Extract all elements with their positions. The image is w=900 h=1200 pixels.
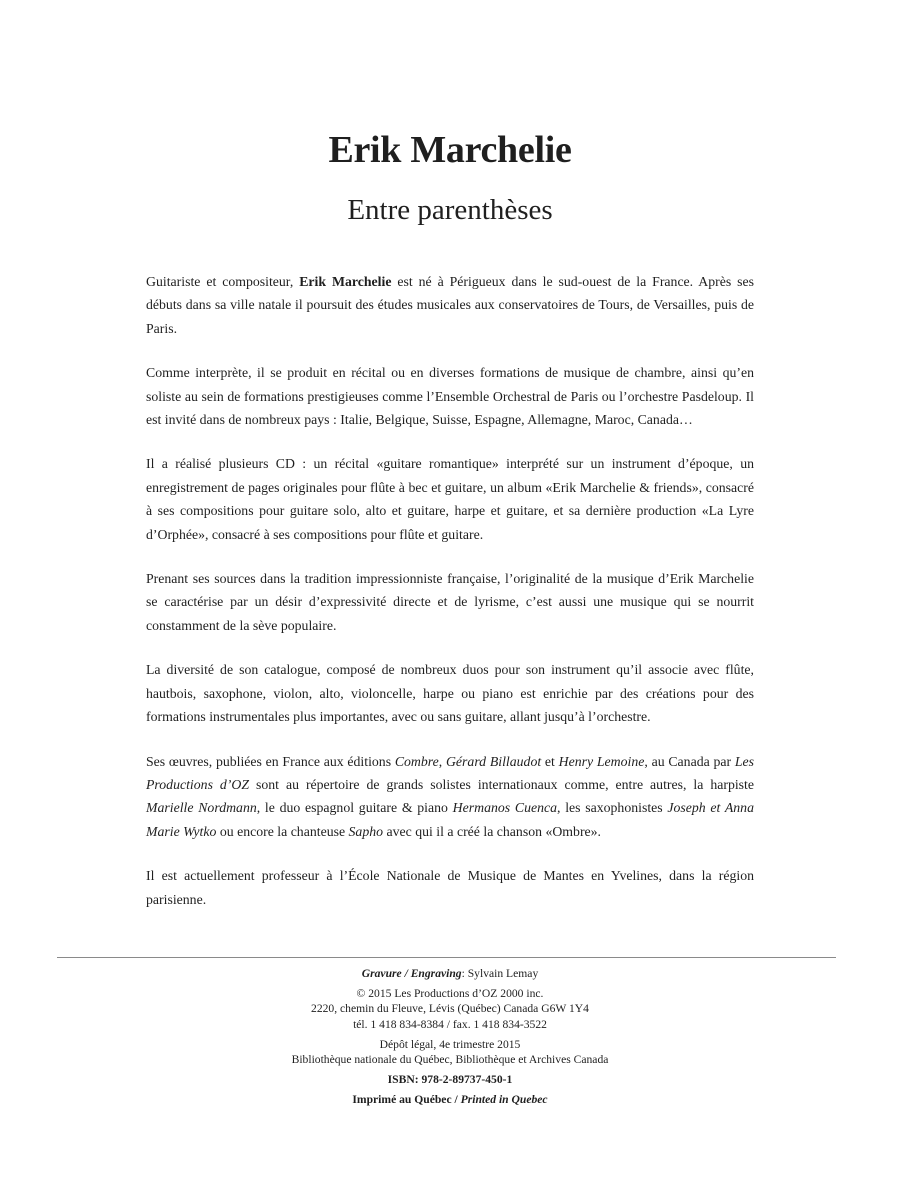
legal-deposit-line: Dépôt légal, 4e trimestre 2015 [379,1037,521,1051]
phone-line: tél. 1 418 834-8384 / fax. 1 418 834-3522 [353,1017,547,1031]
p6-text-7: , les saxophonistes [557,800,668,816]
biography-text [146,270,754,932]
p6-text-2: , [438,753,446,769]
printed-block [0,1092,900,1107]
page-title: Erik Marchelie [328,129,572,171]
p1-intro: Guitariste et compositeur, [146,274,300,289]
printed-fr: Imprimé au Québec / [352,1093,461,1107]
colophon [0,966,900,1113]
divider-line [57,957,836,958]
paragraph-4: Prenant ses sources dans la tradition impressionniste française, l’originalité de la musique d’Erik Marchelie se caractérise par un désir d’expressivité directe et de lyrisme, c’est aussi une musique qui se nourrit constamment de la sève populaire. [146,571,754,633]
harpist-name: Marielle Nordmann [146,800,257,816]
p6-text-6: , le duo espagnol guitare & piano [256,800,453,816]
engraving-label: Gravure / Engraving [361,967,462,980]
publisher-oz: Les Productions d’OZ [146,753,754,792]
p6-text-8: ou encore la chanteuse [216,823,349,839]
publisher-lemoine: Henry Lemoine [558,753,645,769]
p6-text-4: , au Canada par [644,753,735,769]
p6-text-1: Ses œuvres, publiées en France aux éditions [146,753,395,769]
paragraph-1 [146,270,754,340]
paragraph-5: La diversité de son catalogue, composé de nombreux duos pour son instrument qu’il associe avec flûte, hautbois, saxophone, violon, alto, violoncelle, harpe ou piano est enrichie par des créations pour des formations instrumentales plus importantes, avec ou sans guitare, allant jusqu’à l’orchestre. [146,662,754,725]
engraving-credit [0,966,900,981]
libraries-line: Bibliothèque nationale du Québec, Bibliothèque et Archives Canada [291,1053,609,1067]
publisher-block [0,986,900,1032]
composer-name: Erik Marchelie [299,274,392,289]
p6-text-9: avec qui il a créé la chanson «Ombre». [383,823,602,839]
paragraph-2: Comme interprète, il se produit en récital ou en diverses formations de musique de chambre, ainsi qu’en soliste au sein de formations prestigieuses comme l’Ensemble Orchestral de Paris ou l’orchestre Pasdeloup. Il est invité dans de nombreux pays : Italie, Belgique, Suisse, Espagne, Allemagne, Maroc, Canada… [146,365,754,428]
printed-en: Printed in Quebec [460,1093,548,1107]
publisher-combre: Combre [394,753,439,769]
paragraph-3: Il a réalisé plusieurs CD : un récital «guitare romantique» interprété sur un instrument d’époque, un enregistrement de pages originales pour flûte à bec et guitare, un album «Erik Marchelie & friends», consacré à ses compositions pour guitare solo, alto et guitare, harpe et guitare, et sa dernière production «La Lyre d’Orphée», consacré à ses compositions pour flûte et guitare. [146,456,754,542]
address-line: 2220, chemin du Fleuve, Lévis (Québec) Canada G6W 1Y4 [311,1002,589,1016]
singer-name: Sapho [348,823,384,839]
isbn-block [0,1072,900,1087]
paragraph-7: Il est actuellement professeur à l’École Nationale de Musique de Mantes en Yvelines, dans la région parisienne. [146,868,754,907]
engraver-name: Sylvain Lemay [467,967,539,980]
p1-rest: est né à Périgueux dans le sud-ouest de la France. Après ses débuts dans sa ville natale il poursuit des études musicales aux conservatoires de Tours, de Versailles, puis de Paris. [146,274,755,336]
isbn-line: ISBN: 978-2-89737-450-1 [387,1073,513,1087]
p6-text-3: et [541,753,559,769]
legal-deposit-block [0,1037,900,1067]
page-subtitle: Entre parenthèses [347,194,553,226]
saxophonists-name: Joseph et Anna Marie Wytko [146,800,754,839]
paragraph-6 [146,750,754,844]
engraving-separator: : [461,967,468,980]
duo-name: Hermanos Cuenca [452,800,558,816]
publisher-billaudot: Gérard Billaudot [445,753,542,769]
copyright-line: © 2015 Les Productions d’OZ 2000 inc. [356,987,544,1001]
p6-text-5: sont au répertoire de grands solistes internationaux comme, entre autres, la harpiste [249,776,754,792]
